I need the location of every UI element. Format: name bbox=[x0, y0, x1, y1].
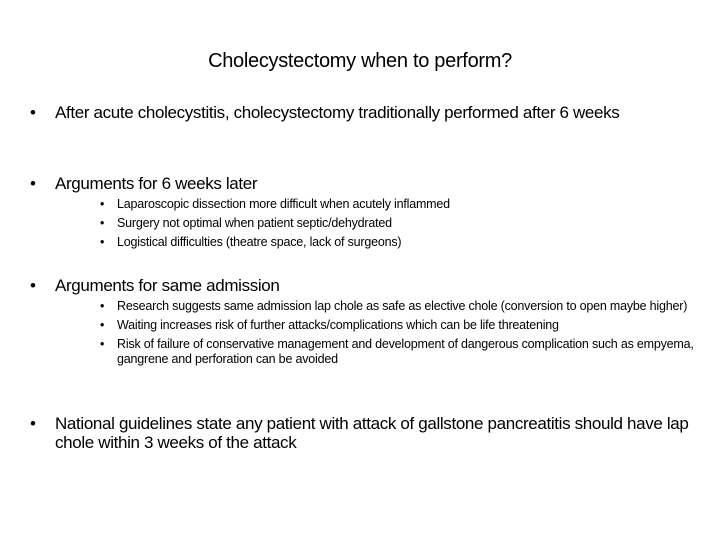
sub-item: • Research suggests same admission lap chole as safe as elective chole (conversion to open maybe higher) bbox=[100, 299, 688, 313]
bullet-icon: • bbox=[30, 276, 36, 295]
bullet-icon: • bbox=[100, 235, 105, 249]
sub-item: • Risk of failure of conservative management and development of dangerous complication such as empyema, gangrene and perforation can be avoided bbox=[100, 337, 694, 366]
bullet-icon: • bbox=[100, 337, 105, 351]
sub-list-same-admission bbox=[100, 299, 700, 371]
bullet-national-guidelines: • National guidelines state any patient with attack of gallstone pancreatitis should have lap chole within 3 weeks of the attack bbox=[30, 414, 689, 452]
bullet-traditional-timing: • After acute cholecystitis, cholecystectomy traditionally performed after 6 weeks bbox=[30, 103, 620, 122]
bullet-icon: • bbox=[100, 197, 105, 211]
sub-item: • Logistical difficulties (theatre space, lack of surgeons) bbox=[100, 235, 402, 249]
sub-item: • Laparoscopic dissection more difficult when acutely inflammed bbox=[100, 197, 450, 211]
bullet-icon: • bbox=[100, 216, 105, 230]
bullet-icon: • bbox=[100, 299, 105, 313]
bullet-arguments-6-weeks: • Arguments for 6 weeks later bbox=[30, 174, 258, 193]
sub-list-6-weeks bbox=[100, 197, 700, 254]
sub-item: • Surgery not optimal when patient septic/dehydrated bbox=[100, 216, 392, 230]
bullet-icon: • bbox=[100, 318, 105, 332]
bullet-icon: • bbox=[30, 103, 36, 122]
slide-title: Cholecystectomy when to perform? bbox=[208, 50, 512, 72]
sub-item: • Waiting increases risk of further attacks/complications which can be life threatening bbox=[100, 318, 559, 332]
bullet-icon: • bbox=[30, 414, 36, 433]
bullet-arguments-same-admission: • Arguments for same admission bbox=[30, 276, 280, 295]
bullet-icon: • bbox=[30, 174, 36, 193]
